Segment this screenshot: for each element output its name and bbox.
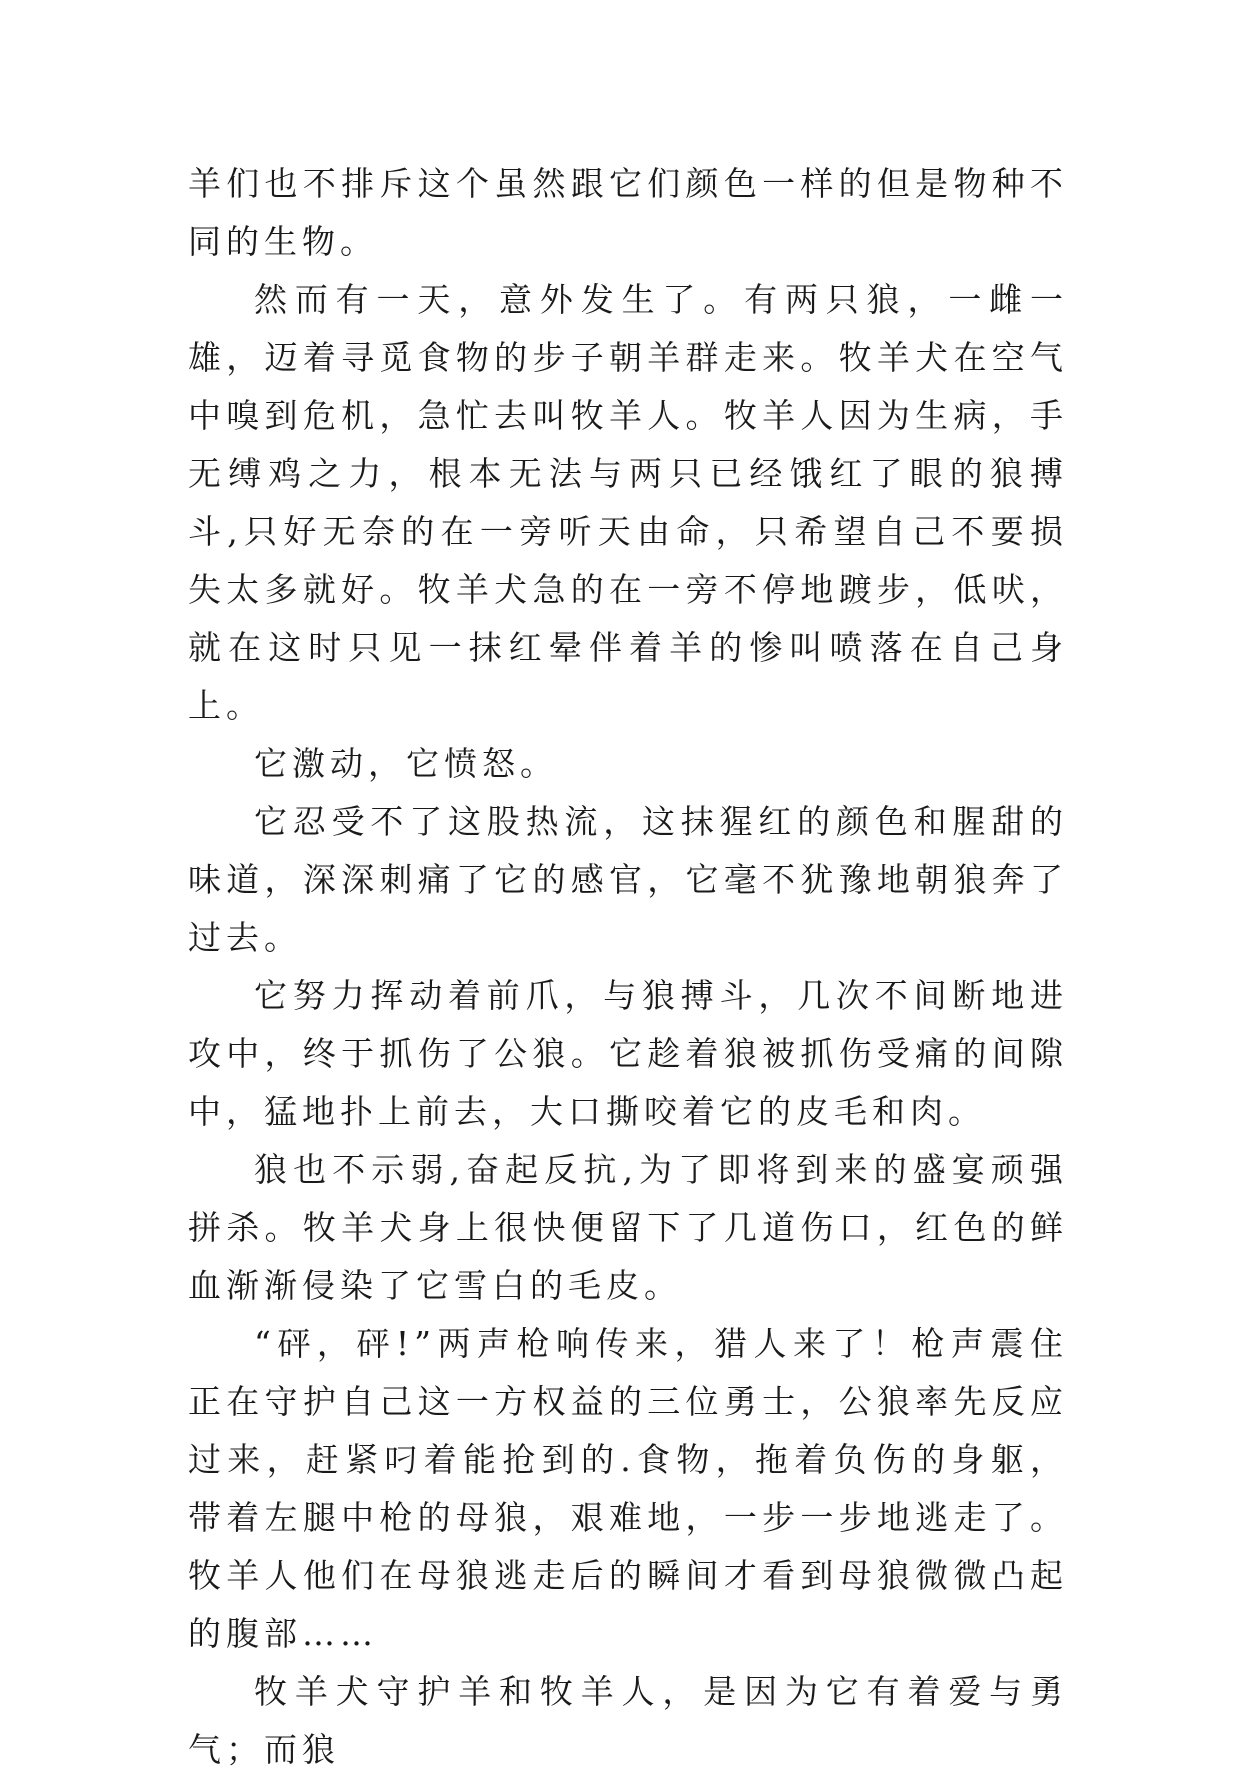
paragraph-2: 然而有一天，意外发生了。有两只狼，一雌一雄，迈着寻觅食物的步子朝羊群走来。牧羊犬在空气中嗅到危机，急忙去叫牧羊人。牧羊人因为生病，手无缚鸡之力，根本无法与两只已经饿红了眼的狼搏斗,只好无奈的在一旁听天由命，只希望自己不要损失太多就好。牧羊犬急的在一旁不停地踱步，低吠，就在这时只见一抹红晕伴着羊的惨叫喷落在自己身上。 xyxy=(188,280,1068,725)
paragraph-8: 牧羊犬守护羊和牧羊人，是因为它有着爱与勇气；而狼 xyxy=(188,1672,1068,1769)
paragraph-7: “砰，砰!”两声枪响传来，猎人来了！枪声震住正在守护自己这一方权益的三位勇士，公狼率先反应过来，赶紧叼着能抢到的.食物，拖着负伤的身躯，带着左腿中枪的母狼，艰难地，一步一步地逃走了。牧羊人他们在母狼逃走后的瞬间才看到母狼微微凸起的腹部…… xyxy=(188,1324,1068,1653)
body-text xyxy=(188,155,1068,1779)
paragraph-4: 它忍受不了这股热流，这抹猩红的颜色和腥甜的味道，深深刺痛了它的感官，它毫不犹豫地朝狼奔了过去。 xyxy=(188,802,1068,957)
paragraph-6: 狼也不示弱,奋起反抗,为了即将到来的盛宴顽强拼杀。牧羊犬身上很快便留下了几道伤口，红色的鲜血渐渐侵染了它雪白的毛皮。 xyxy=(188,1150,1068,1305)
paragraph-5: 它努力挥动着前爪，与狼搏斗，几次不间断地进攻中，终于抓伤了公狼。它趁着狼被抓伤受痛的间隙中，猛地扑上前去，大口撕咬着它的皮毛和肉。 xyxy=(188,976,1068,1131)
paragraph-1: 羊们也不排斥这个虽然跟它们颜色一样的但是物种不同的生物。 xyxy=(188,164,1068,261)
paragraph-3: 它激动，它愤怒。 xyxy=(254,744,558,783)
